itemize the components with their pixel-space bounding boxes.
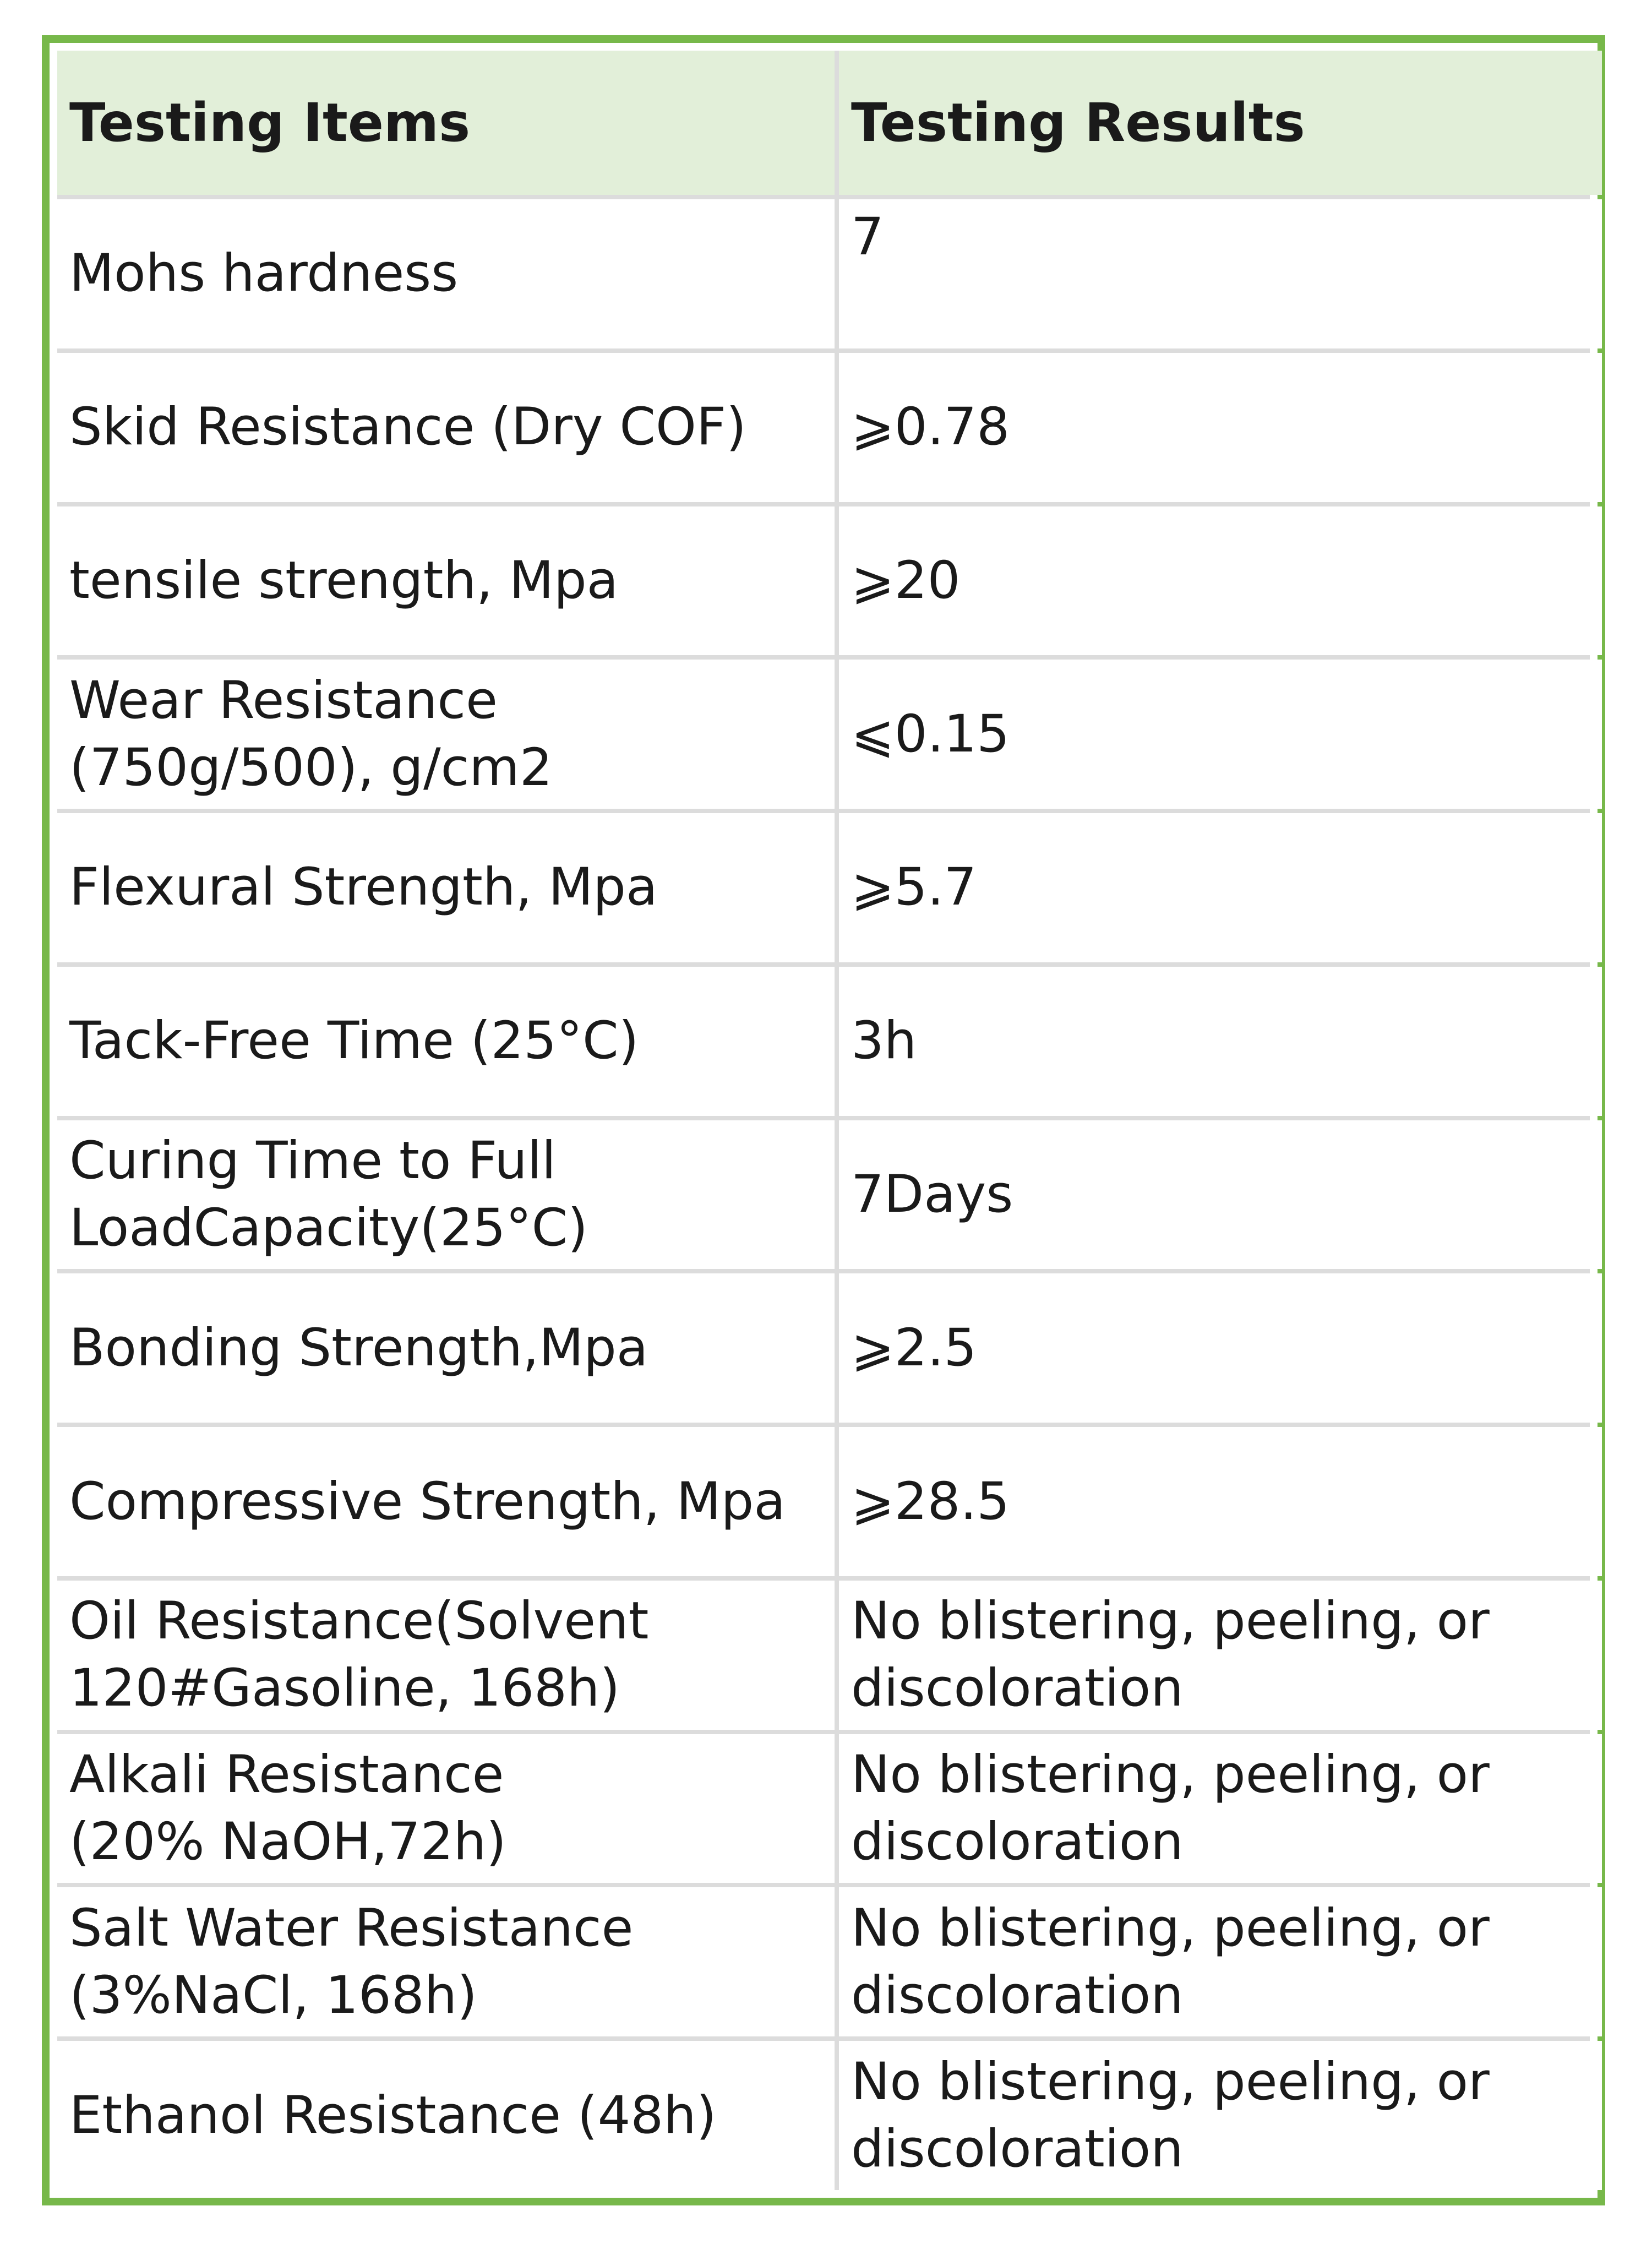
item-text: Flexural Strength, Mpa bbox=[69, 857, 658, 918]
table-cell-item bbox=[57, 2041, 835, 2190]
header-testing-results bbox=[839, 51, 1602, 195]
result-text: discoloration bbox=[851, 1965, 1184, 2025]
result-text: No blistering, peeling, or bbox=[851, 2051, 1490, 2112]
item-text: 120#Gasoline, 168h) bbox=[69, 1658, 620, 1719]
table-cell-result bbox=[839, 1427, 1602, 1576]
table-cell-item bbox=[57, 199, 835, 348]
item-text: Compressive Strength, Mpa bbox=[69, 1471, 786, 1532]
result-text: ⩾28.5 bbox=[851, 1471, 1010, 1532]
header-testing-results-label: Testing Results bbox=[851, 92, 1305, 154]
table-cell-item bbox=[57, 1581, 835, 1730]
table-cell-result bbox=[839, 199, 1602, 348]
item-text: tensile strength, Mpa bbox=[69, 550, 619, 611]
table-cell-item bbox=[57, 1887, 835, 2036]
item-text: Ethanol Resistance (48h) bbox=[69, 2085, 717, 2145]
table-cell-result bbox=[839, 1887, 1602, 2036]
result-text: 7Days bbox=[851, 1164, 1013, 1224]
item-text: Bonding Strength,Mpa bbox=[69, 1317, 648, 1378]
item-text: Tack-Free Time (25°C) bbox=[69, 1011, 639, 1071]
result-text: discoloration bbox=[851, 2118, 1184, 2179]
table-cell-item bbox=[57, 813, 835, 962]
spec-table bbox=[57, 51, 1590, 2190]
item-text: Salt Water Resistance bbox=[69, 1898, 634, 1958]
table-cell-item bbox=[57, 660, 835, 809]
table-cell-item bbox=[57, 967, 835, 1116]
table-cell-result bbox=[839, 813, 1602, 962]
item-text: (20% NaOH,72h) bbox=[69, 1812, 506, 1872]
header-testing-items bbox=[57, 51, 835, 195]
table-cell-item bbox=[57, 353, 835, 502]
result-text: 3h bbox=[851, 1011, 917, 1071]
item-text: Oil Resistance(Solvent bbox=[69, 1591, 649, 1652]
result-text: ⩾0.78 bbox=[851, 397, 1010, 457]
table-cell-result bbox=[839, 660, 1602, 809]
table-cell-result bbox=[839, 1581, 1602, 1730]
table-cell-item bbox=[57, 506, 835, 656]
result-text: No blistering, peeling, or bbox=[851, 1745, 1490, 1805]
result-text: ⩾2.5 bbox=[851, 1317, 977, 1378]
item-text: Curing Time to Full bbox=[69, 1130, 557, 1191]
table-cell-item bbox=[57, 1273, 835, 1423]
table-cell-item bbox=[57, 1427, 835, 1576]
result-text: ⩽0.15 bbox=[851, 704, 1010, 764]
table-cell-result bbox=[839, 1120, 1602, 1270]
item-text: (3%NaCl, 168h) bbox=[69, 1965, 477, 2025]
table-cell-result bbox=[839, 353, 1602, 502]
result-text: 7 bbox=[851, 207, 884, 267]
table-cell-result bbox=[839, 2041, 1602, 2190]
item-text: LoadCapacity(25°C) bbox=[69, 1197, 588, 1258]
header-testing-items-label: Testing Items bbox=[69, 92, 471, 154]
item-text: Alkali Resistance bbox=[69, 1745, 504, 1805]
result-text: ⩾20 bbox=[851, 550, 961, 611]
result-text: No blistering, peeling, or bbox=[851, 1591, 1490, 1652]
table-cell-result bbox=[839, 506, 1602, 656]
item-text: Mohs hardness bbox=[69, 243, 459, 304]
result-text: No blistering, peeling, or bbox=[851, 1898, 1490, 1958]
item-text: (750g/500), g/cm2 bbox=[69, 737, 553, 798]
table-cell-item bbox=[57, 1734, 835, 1883]
table-cell-item bbox=[57, 1120, 835, 1270]
spec-table-frame bbox=[42, 35, 1605, 2205]
table-cell-result bbox=[839, 1734, 1602, 1883]
item-text: Wear Resistance bbox=[69, 670, 498, 731]
item-text: Skid Resistance (Dry COF) bbox=[69, 397, 746, 457]
result-text: discoloration bbox=[851, 1658, 1184, 1719]
result-text: discoloration bbox=[851, 1812, 1184, 1872]
result-text: ⩾5.7 bbox=[851, 857, 977, 918]
table-cell-result bbox=[839, 1273, 1602, 1423]
table-cell-result bbox=[839, 967, 1602, 1116]
